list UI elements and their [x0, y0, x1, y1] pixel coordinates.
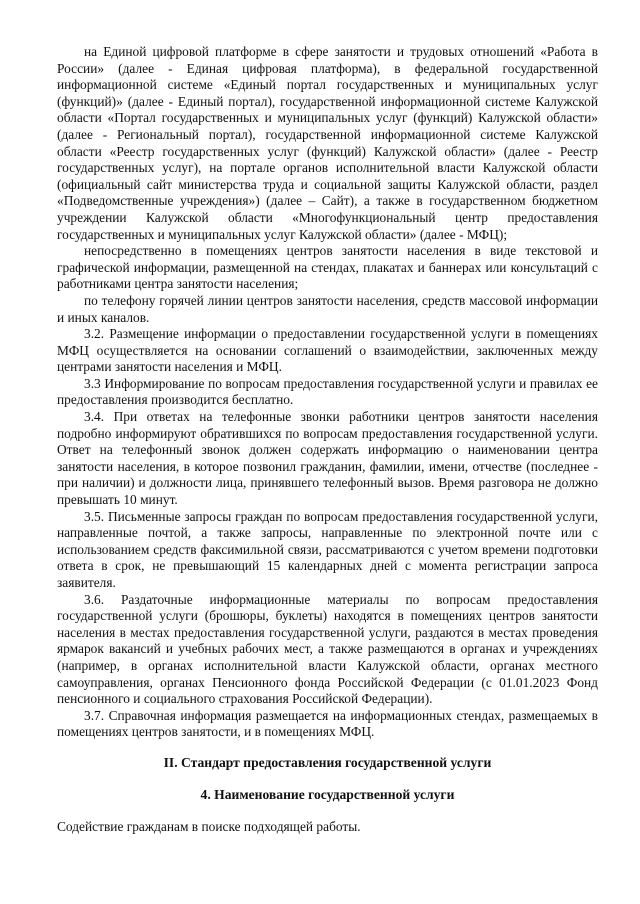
paragraph-hotline: по телефону горячей линии центров занятости населения, средств массовой информации и иных каналов.: [57, 292, 598, 325]
paragraph-3-3: 3.3 Информирование по вопросам предоставления государственной услуги и правилах ее предоставления производится бесплатно.: [57, 375, 598, 408]
service-name-text: Содействие гражданам в поиске подходящей работы.: [57, 819, 361, 834]
paragraph-3-7: 3.7. Справочная информация размещается на информационных стендах, размещаемых в помещениях центров занятости, и в помещениях МФЦ.: [57, 707, 598, 740]
body-text: [57, 44, 598, 741]
paragraph-premises: непосредственно в помещениях центров занятости населения в виде текстовой и графической информации, размещенной на стендах, плакатах и баннерах или консультаций с работниками центра занятости населения;: [57, 243, 598, 292]
paragraph-3-6: 3.6. Раздаточные информационные материалы по вопросам предоставления государственной услуги (брошюры, буклеты) находятся в помещениях центров занятости населения в местах предоставления государственной услуги, раздаются в местах проведения ярмарок вакансий и учебных рабочих мест, а также размещаются в органах и учреждениях (например, в органах исполнительной власти Калужской области, органах местного самоуправления, органах Пенсионного фонда Российской Федерации (с 01.01.2023 Фонд пенсионного и социального страхования Российской Федерации).: [57, 591, 598, 707]
subsection-heading: 4. Наименование государственной услуги: [200, 787, 455, 802]
paragraph-3-4: 3.4. При ответах на телефонные звонки работники центров занятости населения подробно информируют обратившихся по вопросам предоставления государственной услуги. Ответ на телефонный звонок должен содержать информацию о наименовании центра занятости населения, в которое позвонил гражданин, фамилии, имени, отчестве (последнее - при наличии) и должности лица, принявшего телефонный вызов. Время разговора не должно превышать 10 минут.: [57, 409, 598, 508]
paragraph-channels: на Единой цифровой платформе в сфере занятости и трудовых отношений «Работа в России» (далее - Единая цифровая платформа), в федеральной государственной информационной системе «Единый портал государственных и муниципальных услуг (функций)» (далее - Единый портал), государственной информационной системе Калужской области «Портал государственных и муниципальных услуг (функций) Калужской области» (далее - Региональный портал), государственной информационной системе Калужской области «Реестр государственных услуг (функций) Калужской области» (далее - Реестр государственных услуг), на портале органов исполнительной власти Калужской области (официальный сайт министерства труда и социальной защиты Калужской области, раздел «Подведомственные учреждения») (далее – Сайт), а также в государственном бюджетном учреждении Калужской области «Многофункциональный центр предоставления государственных и муниципальных услуг Калужской области» (далее - МФЦ);: [57, 44, 598, 242]
paragraph-3-5: 3.5. Письменные запросы граждан по вопросам предоставления государственной услуги, направленные почтой, а также запросы, направленные по электронной почте или с использованием средств факсимильной связи, рассматриваются с учетом времени подготовки ответа в срок, не превышающий 15 календарных дней с момента регистрации запроса заявителя.: [57, 508, 598, 590]
section-heading: II. Стандарт предоставления государственной услуги: [163, 755, 492, 770]
paragraph-3-2: 3.2. Размещение информации о предоставлении государственной услуги в помещениях МФЦ осуществляется на основании соглашений о взаимодействии, заключенных между центрами занятости населения и МФЦ.: [57, 326, 598, 375]
